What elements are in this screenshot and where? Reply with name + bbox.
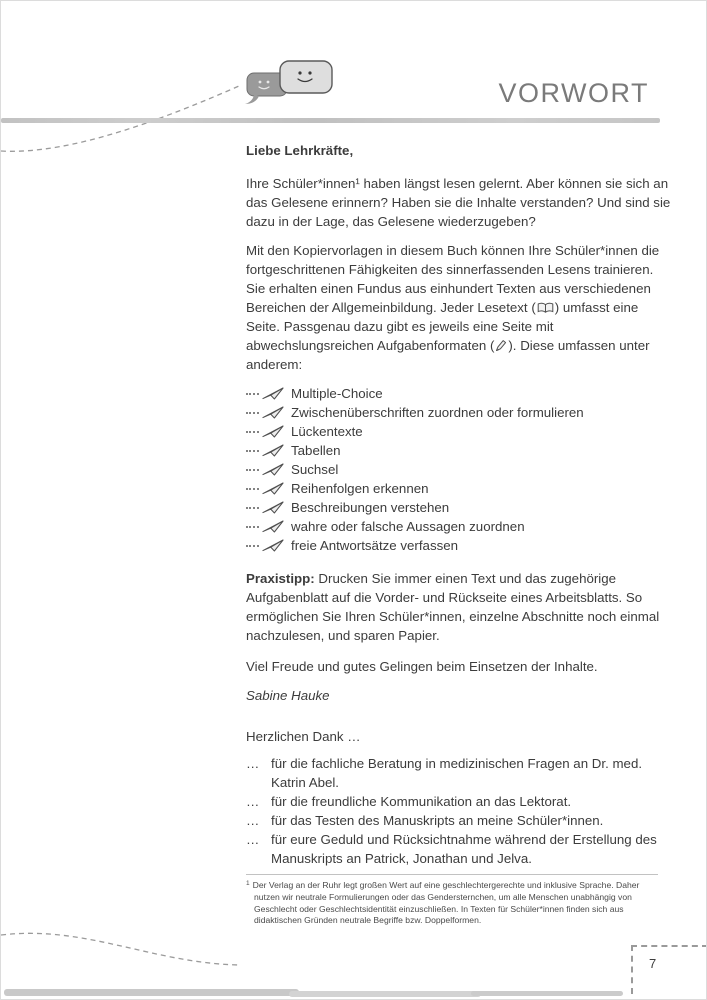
paper-plane-icon [262, 406, 284, 419]
thanks-item [246, 830, 672, 868]
list-item [246, 441, 672, 460]
list-item-label: Suchsel [291, 462, 339, 477]
paper-plane-icon [262, 425, 284, 438]
author-signature: Sabine Hauke [246, 688, 330, 703]
thanks-item-text: für eure Geduld und Rücksichtnahme während der Erstellung des Manuskripts an Patrick, Jonathan und Jelva. [271, 832, 657, 866]
footnote-marker: 1 [246, 880, 250, 887]
dotted-leader [246, 412, 259, 414]
thanks-item [246, 792, 672, 811]
thanks-item-text: für die fachliche Beratung in medizinischen Fragen an Dr. med. Katrin Abel. [271, 756, 643, 790]
footnote [246, 874, 658, 926]
list-item-label: wahre oder falsche Aussagen zuordnen [291, 519, 525, 534]
list-item [246, 403, 672, 422]
overview-text-3: ). Diese umfassen unter anderem: [246, 338, 650, 372]
task-format-list [246, 384, 672, 555]
list-item [246, 384, 672, 403]
pencil-icon [495, 339, 507, 352]
paper-plane-icon [262, 463, 284, 476]
thanks-item [246, 754, 672, 792]
thanks-item-marker: … [246, 813, 260, 828]
list-item-label: Beschreibungen verstehen [291, 500, 450, 515]
dashed-curve-bottom-left [1, 919, 241, 979]
dotted-leader [246, 469, 259, 471]
thanks-heading: Herzlichen Dank … [246, 729, 361, 744]
overview-text-1: Mit den Kopiervorlagen in diesem Buch können Ihre Schüler*innen die fortgeschrittenen Fähigkeiten des sinnerfassenden Lesens trainieren. Sie erhalten einen Fundus aus einhundert Texten aus verschiedenen Bereichen der Allgemeinbildung. Jeder Lesetext ( [246, 243, 660, 315]
dotted-leader [246, 450, 259, 452]
paragraph-overview [246, 241, 672, 374]
paper-plane-icon [262, 520, 284, 533]
paper-plane-icon [262, 539, 284, 552]
dotted-leader [246, 545, 259, 547]
dotted-leader [246, 507, 259, 509]
closing-line: Viel Freude und gutes Gelingen beim Einsetzen der Inhalte. [246, 659, 598, 674]
thanks-list [246, 754, 672, 868]
main-text-column [246, 141, 672, 868]
speech-cards-illustration [244, 58, 336, 108]
list-item [246, 536, 672, 555]
list-item-label: freie Antwortsätze verfassen [291, 538, 459, 553]
paper-plane-icon [262, 482, 284, 495]
page-title: VORWORT [498, 78, 649, 108]
dotted-leader [246, 431, 259, 433]
thanks-item [246, 811, 672, 830]
list-item-label: Zwischenüberschriften zuordnen oder formulieren [291, 405, 584, 420]
list-item-label: Reihenfolgen erkennen [291, 481, 429, 496]
paper-plane-icon [262, 444, 284, 457]
overview-text-2: ) umfasst eine Seite. Passgenau dazu gibt es jeweils eine Seite mit abwechslungsreichen Aufgabenformaten ( [246, 300, 639, 353]
page-number-box [631, 945, 707, 994]
list-item-label: Multiple-Choice [291, 386, 383, 401]
page-number: 7 [649, 956, 657, 971]
list-item-label: Tabellen [291, 443, 341, 458]
list-item-label: Lückentexte [291, 424, 363, 439]
dotted-leader [246, 526, 259, 528]
list-item [246, 517, 672, 536]
dotted-leader [246, 488, 259, 490]
praxistipp-paragraph [246, 569, 672, 645]
praxistipp-text: Drucken Sie immer einen Text und das zugehörige Aufgabenblatt auf die Vorder- und Rückseite eines Arbeitsblatts. So ermöglichen Sie Ihren Schüler*innen, einzelne Abschnitte noch einmal nachzulesen, und sparen Papier. [246, 571, 660, 643]
footnote-text: Der Verlag an der Ruhr legt großen Wert auf eine geschlechtergerechte und inklusive Sprache. Daher nutzen wir neutrale Formulierungen oder das Gendersternchen, um alle Menschen unabhängig von Geschlecht oder Geschlechtsidentität einzuschließen. In Texten für Schüler*innen finden sich aus didaktischen Gründen neutrale Begriffe bzw. Doppelformen. [252, 880, 640, 925]
thanks-item-marker: … [246, 794, 260, 809]
list-item [246, 498, 672, 517]
dashed-curve-top-left [1, 56, 241, 156]
paragraph-intro: Ihre Schüler*innen¹ haben längst lesen gelernt. Aber können sie sich an das Gelesene erinnern? Haben sie die Inhalte verstanden? Und sind sie dazu in der Lage, das Gelesene wiederzugeben? [246, 176, 671, 229]
thanks-item-marker: … [246, 832, 260, 847]
paper-plane-icon [262, 387, 284, 400]
thanks-item-text: für die freundliche Kommunikation an das Lektorat. [271, 794, 572, 809]
list-item [246, 479, 672, 498]
footer-brush-stroke [1, 983, 707, 1000]
dotted-leader [246, 393, 259, 395]
praxistipp-label: Praxistipp: [246, 571, 315, 586]
paper-plane-icon [262, 501, 284, 514]
header-brush-divider [1, 118, 660, 123]
thanks-item-marker: … [246, 756, 260, 771]
list-item [246, 460, 672, 479]
thanks-item-text: für das Testen des Manuskripts an meine Schüler*innen. [271, 813, 604, 828]
open-book-icon [537, 302, 554, 314]
list-item [246, 422, 672, 441]
greeting: Liebe Lehrkräfte, [246, 143, 354, 158]
